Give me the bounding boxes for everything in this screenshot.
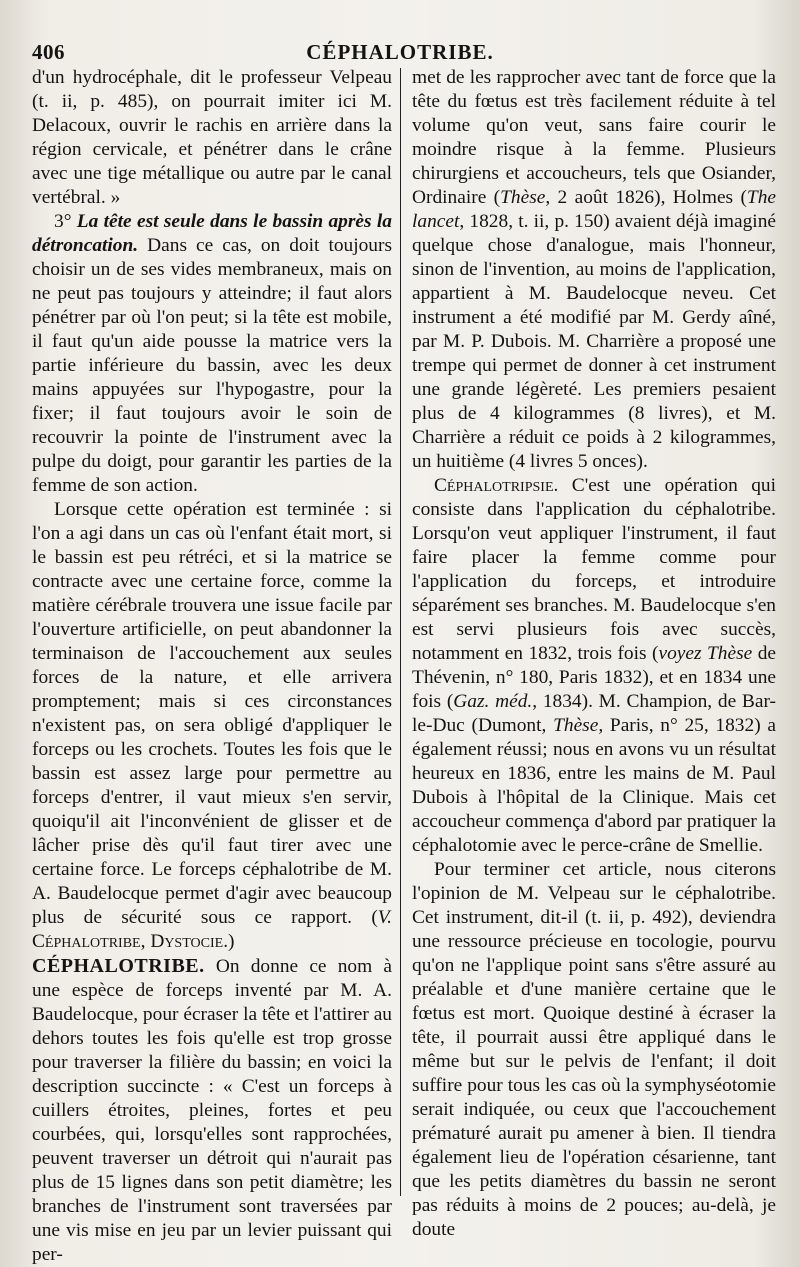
entry-headword: CÉPHALOTRIBE.	[32, 955, 205, 977]
paragraph-velpeau-quote: d'un hydrocéphale, dit le professeur Velpeau (t. ii, p. 485), on pourrait imiter ici M. Delacoux, ouvrir le rachis en arrière dans la région cervicale, et pénétrer dans le crâne avec une tige métallique ou autre par le canal vertébral. »	[32, 67, 392, 208]
cross-ref-dystocie: Dystocie	[150, 931, 224, 952]
text-run: , 1834). M. Champion, de Bar-le-Duc (Dumont,	[412, 691, 776, 736]
paragraph-conclusion: Pour terminer cet article, nous citerons l'opinion de M. Velpeau sur le céphalotribe. Cet instrument, dit-il (t. ii, p. 492), deviendra une ressource précieuse en tocologie, pourvu qu'on ne l'applique point sans s'être assuré au préalable et d'une manière certaine que le fœtus est mort. Quoique destiné à écraser la tête, il pourrait aussi être appliqué dans le même but sur le pelvis de l'enfant; il doit suffire pour tous les cas où la symphyséotomie serait indiquée, ou ceux que l'accouchement prématuré aurait pu amener à bien. Il tiendra également lieu de l'opération césarienne, tant que les petits diamètres du bassin ne seront pas réduits à moins de 2 pouces; au-delà, je doute	[412, 859, 776, 1240]
running-title: CÉPHALOTRIBE.	[306, 40, 494, 64]
citation-gaz-med: Gaz. méd.	[453, 691, 533, 712]
citation-these-dumont: Thèse,	[553, 715, 604, 736]
paragraph-continuation	[412, 66, 776, 474]
page-number: 406	[32, 40, 65, 64]
column-divider	[400, 68, 401, 1196]
list-number: 3°	[54, 211, 72, 232]
paragraph-body: Lorsque cette opération est terminée : si l'on a agi dans un cas où l'enfant était mort, si le bassin est peu rétréci, et si la matrice se contracte avec une certaine force, comme la matière cérébrale trouvera une issue facile par l'ouverture artificielle, on peut abandonner la terminaison de l'accouchement aux seules forces de la nature, et elle arrivera promptement; mais si ces circonstances n'existent pas, on sera obligé d'appliquer le forceps ou les crochets. Toutes les fois que le bassin est assez large pour permettre au forceps d'entrer, il vaut mieux s'en servir, quoiqu'il ait l'inconvénient de glisser et de lâcher prise dès qu'il faut tirer avec une certaine force. Le forceps céphalotribe de M. A. Baudelocque permet d'agir avec beaucoup plus de sécurité sous ce rapport. (	[32, 499, 392, 928]
reference-voyez: V.	[377, 907, 392, 928]
cross-ref-close: .)	[223, 931, 235, 952]
citation-these: Thèse	[500, 187, 546, 208]
text-run: , 2 août 1826), Holmes (	[545, 187, 747, 208]
cross-ref-separator: ,	[140, 931, 151, 952]
paragraph-operation-terminee	[32, 498, 392, 954]
right-column	[412, 66, 776, 1242]
text-run: C'est une opération qui consiste dans l'application du céphalotribe. Lorsqu'on veut appliquer l'instrument, il faut faire placer la femme comme pour l'application du forceps, et introduire séparément ses branches. M. Baudelocque s'en est servi plusieurs fois avec succès, notamment en 1832, trois fois (	[412, 475, 776, 664]
text-run: Paris, n° 25, 1832) a également réussi; nous en avons vu un résultat heureux en 1836, entre les mains de M. Paul Dubois à l'hôpital de la Clinique. Mais cet accoucheur commença d'abord par pratiquer la céphalotomie avec le perce-crâne de Smellie.	[412, 715, 776, 856]
entry-cephalotribe	[32, 954, 392, 1267]
citation-lancet: The lancet	[412, 187, 776, 232]
text-run: met de les rapprocher avec tant de force que la tête du fœtus est très facilement réduite à tel volume qu'on veut, sans faire courir le moindre risque à la femme. Plusieurs chirurgiens et accoucheurs, tels que Osiander, Ordinaire (	[412, 67, 776, 208]
entry-headword-cephalotripsie: Céphalotripsie.	[434, 475, 559, 496]
entry-body: On donne ce nom à une espèce de forceps inventé par M. A. Baudelocque, pour écraser la tête et l'attirer au dehors toutes les fois qu'elle est trop grosse pour traverser la filière du bassin; en voici la description succincte : « C'est un forceps à cuillers étroites, pleines, fortes et peu courbées, qui, lorsqu'elles sont rapprochées, peuvent traverser un détroit qui n'aurait pas plus de 15 lignes dans son petit diamètre; les branches de l'instrument sont traversées par une vis mise en jeu par un levier puissant qui per-	[32, 956, 392, 1265]
section-lead: La tête est seule dans le bassin après la détroncation.	[32, 211, 392, 256]
text-run: de Thévenin, n° 180, Paris 1832), et en 1834 une fois (	[412, 643, 776, 712]
cross-ref-cephalotribe: Céphalotribe	[32, 931, 141, 952]
paragraph-detroncation	[32, 210, 392, 498]
citation-voyez-these: voyez Thèse	[658, 643, 753, 664]
left-column	[32, 66, 392, 1267]
page-header	[28, 40, 772, 66]
entry-cephalotripsie	[412, 474, 776, 858]
text-run: , 1828, t. ii, p. 150) avaient déjà imaginé quelque chose d'analogue, mais l'honneur, sinon de l'invention, au moins de l'application, appartient à M. Baudelocque neveu. Cet instrument a été modifié par M. Gerdy aîné, par M. P. Dubois. M. Charrière a proposé une trempe qui permet de donner à cet instrument une grande légèreté. Les premiers pesaient plus de 4 kilogrammes (8 livres), et M. Charrière a réduit ce poids à 2 kilogrammes, un huitième (4 livres 5 onces).	[412, 211, 776, 472]
section-body: Dans ce cas, on doit toujours choisir un de ses vides membraneux, mais on ne peut pas toujours y atteindre; il faut alors pénétrer par où l'on peut; si la tête est mobile, il faut qu'un aide pousse la matrice vers la partie inférieure du bassin, avec les deux mains appuyées sur l'hypogastre, pour la fixer; il faut toujours avoir le soin de recouvrir la pointe de l'instrument avec la pulpe du doigt, pour garantir les parties de la femme de son action.	[32, 235, 392, 496]
